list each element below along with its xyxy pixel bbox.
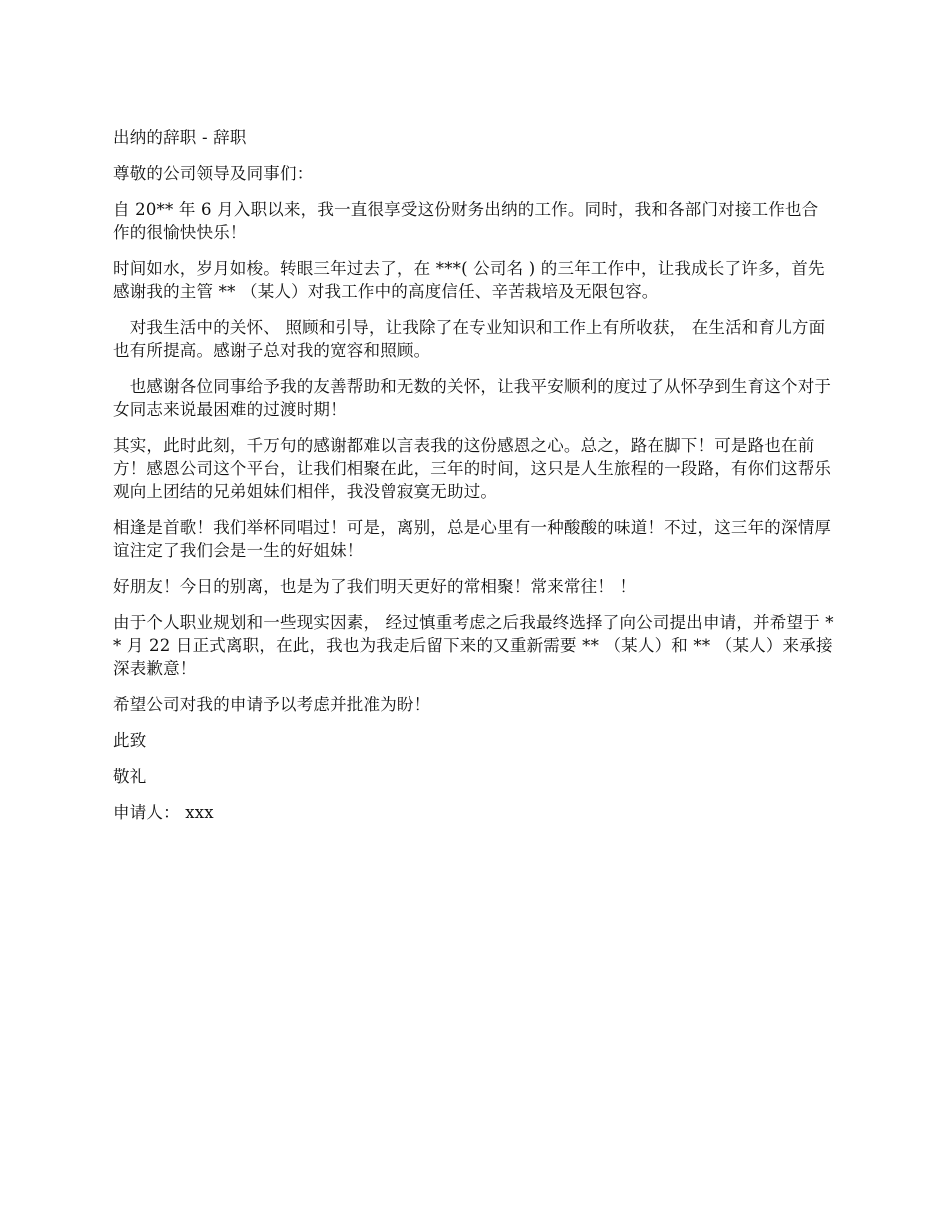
paragraph-9: 希望公司对我的申请予以考虑并批准为盼！ [113,695,431,714]
paragraph-8: 由于个人职业规划和一些现实因素， 经过慎重考虑之后我最终选择了向公司提出申请，并希望于 ** 月 22 日正式离职，在此，我也为我走后留下来的又重新需要 ** （某人）和 ** （某人）来承接深表歉意！ [113,613,834,678]
closing-line-2: 敬礼 [113,767,147,786]
document-title: 出纳的辞职 - 辞职 [113,128,247,147]
paragraph-3: 对我生活中的关怀、 照顾和引导，让我除了在专业知识和工作上有所收获， 在生活和育儿方面也有所提高。感谢子总对我的宽容和照顾。 [113,318,826,360]
paragraph-7: 好朋友！今日的别离，也是为了我们明天更好的常相聚！常来常往！ ！ [113,577,637,596]
letter-body [113,126,835,837]
paragraph-1: 自 20** 年 6 月入职以来，我一直很享受这份财务出纳的工作。同时，我和各部门对接工作也合作的很愉快快乐！ [113,200,819,242]
closing-line-1: 此致 [113,731,147,750]
signature: 申请人： xxx [113,803,214,822]
paragraph-2: 时间如水，岁月如梭。转眼三年过去了，在 ***( 公司名 ) 的三年工作中，让我成长了许多，首先感谢我的主管 ** （某人）对我工作中的高度信任、辛苦栽培及无限包容。 [113,259,825,301]
paragraph-6: 相逢是首歌！我们举杯同唱过！可是，离别，总是心里有一种酸酸的味道！不过，这三年的深情厚谊注定了我们会是一生的好姐妹！ [113,518,832,560]
salutation: 尊敬的公司领导及同事们： [113,164,314,183]
paragraph-4: 也感谢各位同事给予我的友善帮助和无数的关怀，让我平安顺利的度过了从怀孕到生育这个对于女同志来说最困难的过渡时期！ [113,377,832,419]
paragraph-5: 其实，此时此刻，千万句的感谢都难以言表我的这份感恩之心。总之，路在脚下！可是路也在前方！感恩公司这个平台，让我们相聚在此，三年的时间，这只是人生旅程的一段路，有你们这帮乐观向上团结的兄弟姐妹们相伴，我没曾寂寞无助过。 [113,436,832,501]
